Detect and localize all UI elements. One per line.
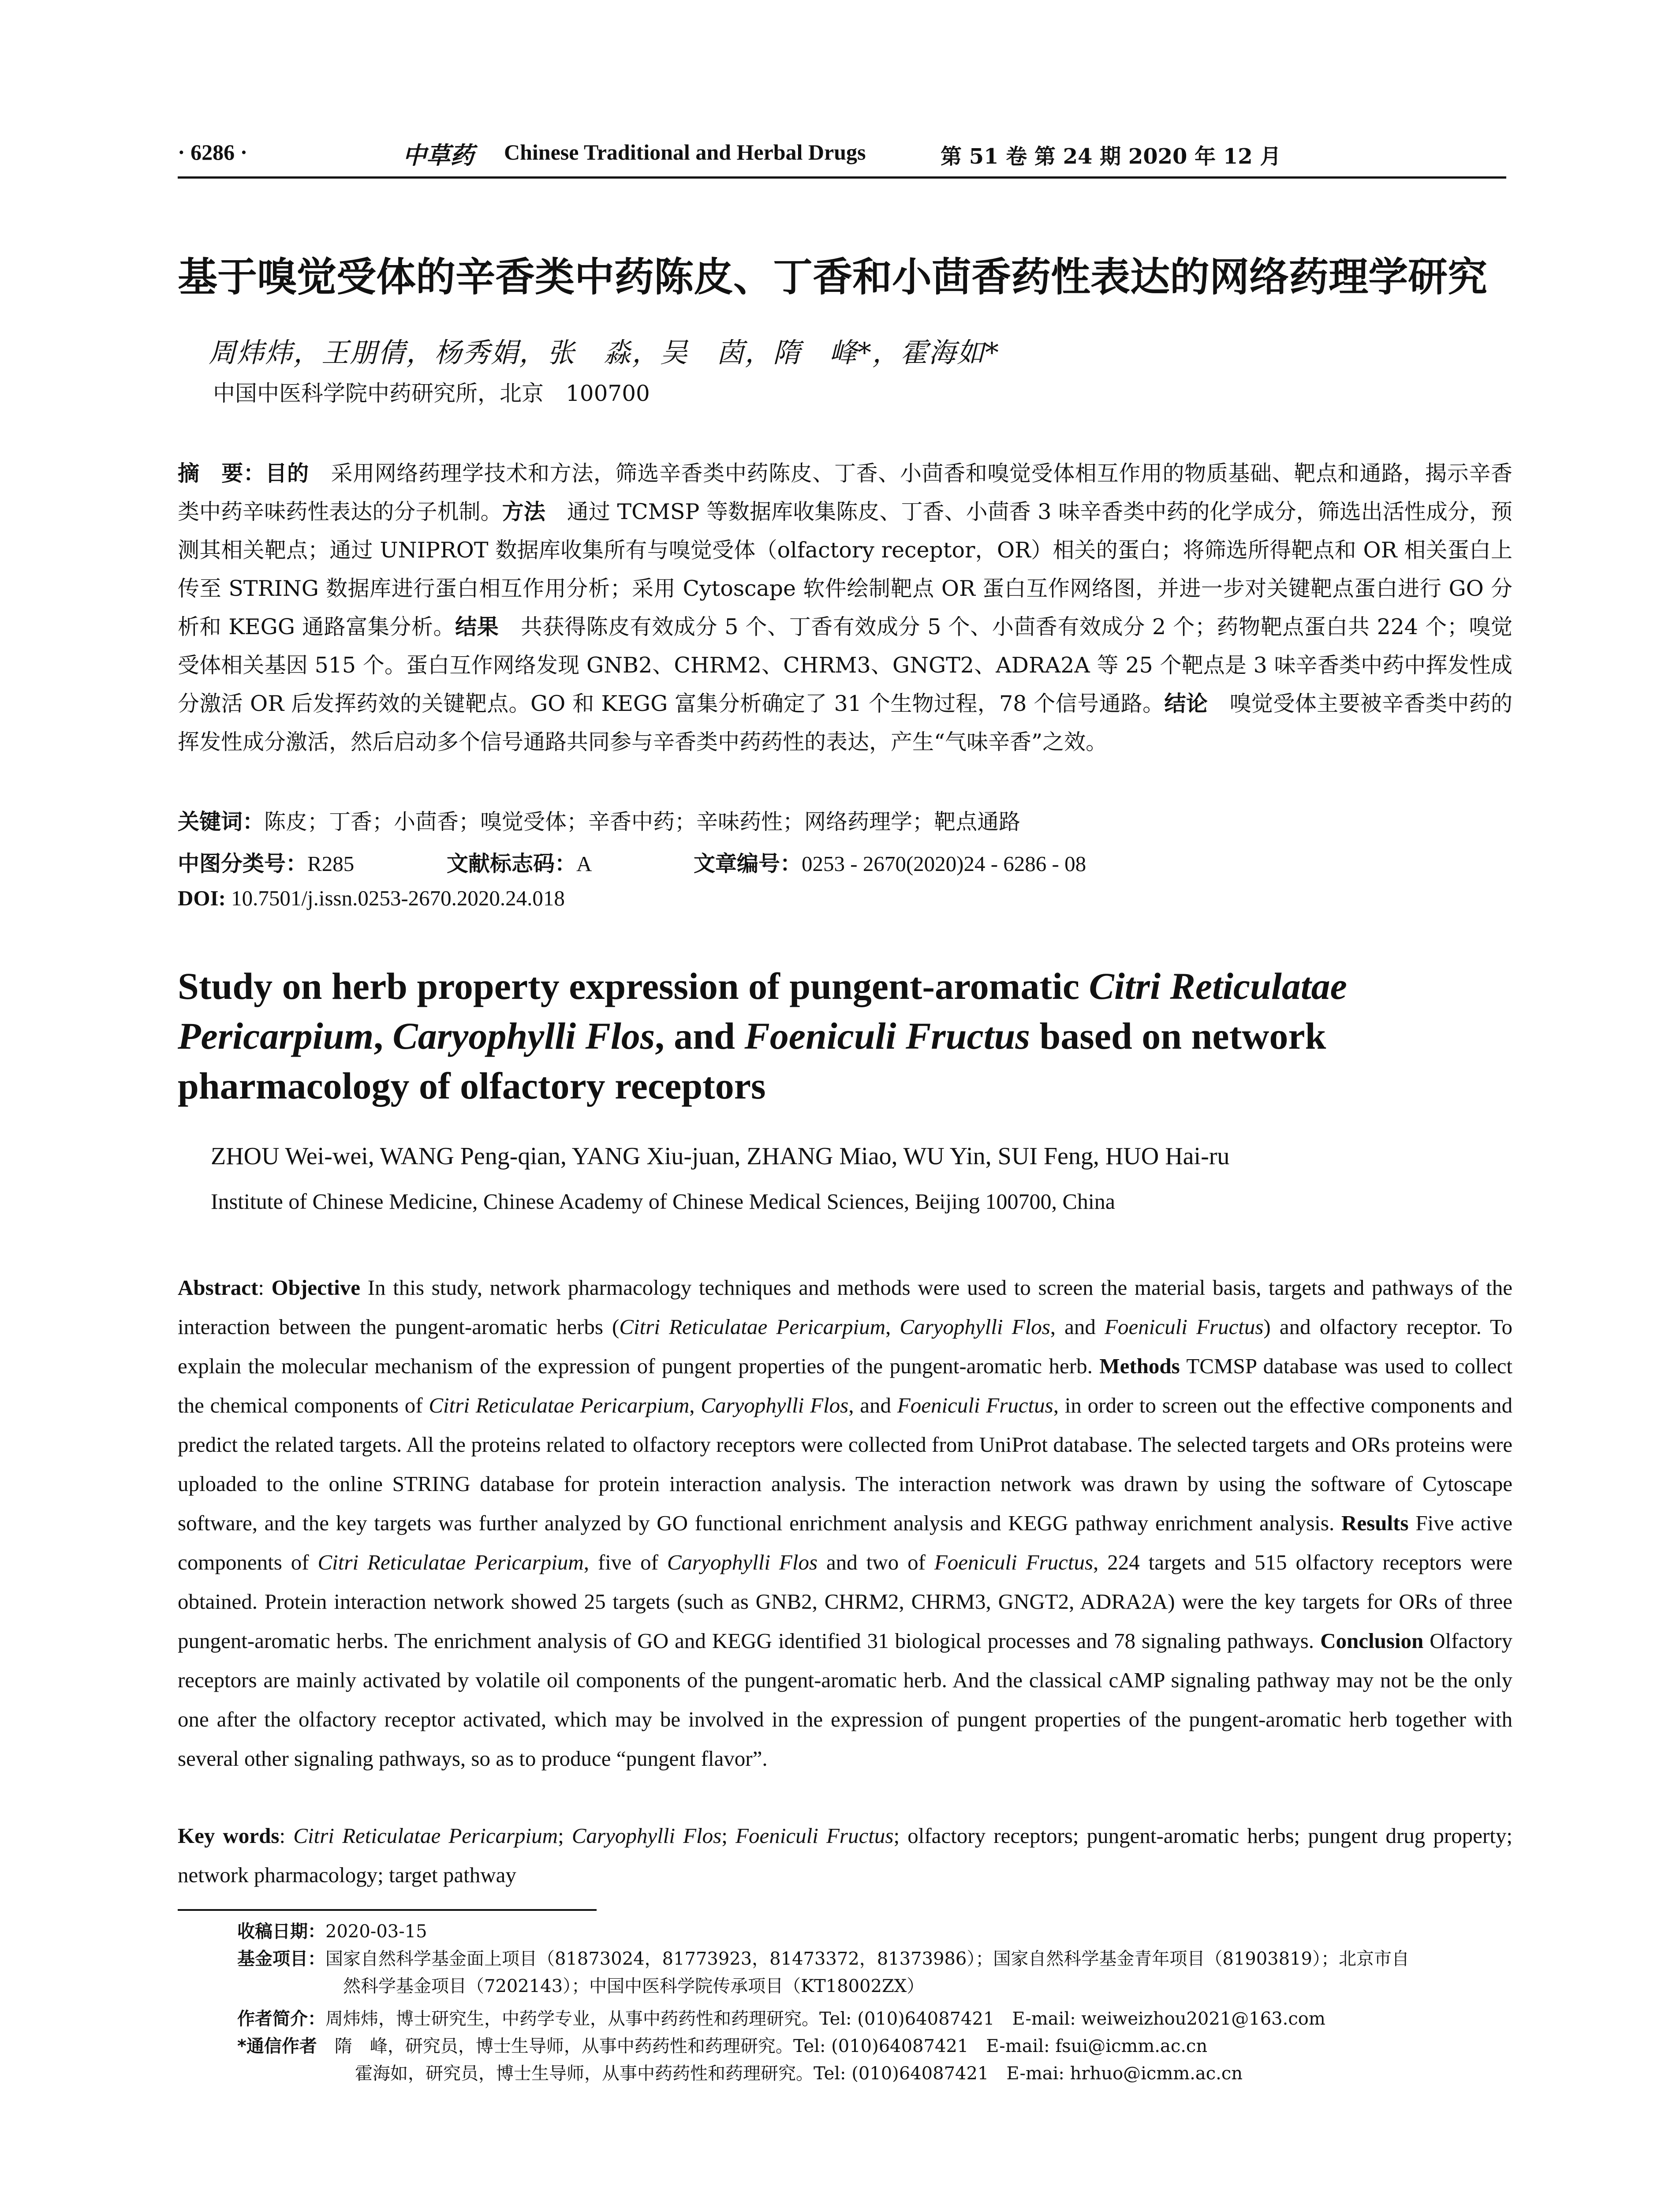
title-en: [178, 961, 1509, 1111]
corr-label: *通信作者: [237, 2036, 317, 2056]
doi-label: DOI:: [178, 886, 226, 910]
herb-name: Foeniculi Fructus: [1105, 1315, 1264, 1339]
abstract-cn-label: 摘 要：: [178, 461, 265, 486]
fund-info: [237, 1946, 1409, 1972]
keyword-herb: Foeniculi Fructus: [735, 1824, 894, 1848]
title-en-herb-1: Citri Reticulatae Pericarpium: [178, 965, 1347, 1057]
received-label: 收稿日期：: [237, 1921, 325, 1942]
conclusion-label-en: Conclusion: [1320, 1629, 1424, 1653]
methods-text-cn: 通过 TCMSP 等数据库收集陈皮、丁香、小茴香 3 味辛香类中药的化学成分，筛选出活性成分，预测其相关靶点；通过 UNIPROT 数据库收集所有与嗅觉受体（olfactory receptor，OR）相关的蛋白；将筛选所得靶点和 OR 相关蛋白上传至 STRING 数据库进行蛋白相互作用分析；采用 Cytoscape 软件绘制靶点 OR 蛋白互作网络图，并进一步对关键靶点蛋白进行 GO 分析和 KEGG 通路富集分析。: [178, 499, 1512, 639]
received-value: 2020-03-15: [325, 1921, 427, 1942]
methods-text-en: TCMSP database was used to collect the chemical components of: [178, 1354, 1513, 1417]
objective-text-en: , and: [1050, 1315, 1105, 1339]
abstract-en-label: Abstract: [178, 1275, 258, 1300]
keywords-cn: [178, 805, 1512, 836]
authors-cn: 周炜炜，王朋倩，杨秀娟，张 淼，吴 茵，隋 峰*，霍海如*: [209, 336, 1000, 369]
herb-name: Citri Reticulatae Pericarpium: [317, 1550, 584, 1574]
running-header: [178, 139, 1506, 179]
objective-text-en: ,: [885, 1315, 900, 1339]
article-no-value: 0253 - 2670(2020)24 - 6286 - 08: [802, 852, 1086, 876]
clc-number: [178, 847, 354, 878]
title-en-herb-2: Caryophylli Flos: [392, 1015, 655, 1057]
affiliation-en: Institute of Chinese Medicine, Chinese Academy of Chinese Medical Sciences, Beijing 100700, China: [211, 1189, 1115, 1214]
keywords-en-text: olfactory receptors; pungent-aromatic herbs; pungent drug property; network pharmacology; target pathway: [178, 1824, 1512, 1887]
abstract-cn: [178, 454, 1512, 761]
title-en-herb-3: Foeniculi Fructus: [744, 1015, 1030, 1057]
results-text-en: and two of: [818, 1550, 934, 1574]
fund-info-cont: 然科学基金项目（7202143）；中国中医科学院传承项目（KT18002ZX）: [343, 1976, 925, 1996]
received-date: [237, 1918, 427, 1945]
methods-label-cn: 方法: [502, 499, 545, 524]
results-text-en: , 224 targets and 515 olfactory receptors were obtained. Protein interaction network showed 25 targets (such as GNB2, CHRM2, CHRM3, GNGT2, ADRA2A) were the key targets for ORs of three pungent-aromatic herbs. The enrichment analysis of GO and KEGG identified 31 biological processes and 78 signaling pathways.: [178, 1550, 1512, 1653]
issue-info: 第 51 卷 第 24 期 2020 年 12 月: [941, 144, 1281, 169]
methods-text-en: , in order to screen out the effective components and predict the related targets. All the proteins related to olfactory receptors were collected from UniProt database. The selected targets and ORs proteins were uploaded to the online STRING database for protein interaction analysis. The interaction network was drawn by using the software of Cytoscape software, and the key targets was further analyzed by GO functional enrichment analysis and KEGG pathway enrichment analysis.: [178, 1393, 1513, 1535]
herb-name: Foeniculi Fructus: [934, 1550, 1094, 1574]
objective-label-cn: 目的: [265, 461, 309, 486]
doc-code-value: A: [576, 852, 592, 876]
bio-text: 周炜炜，博士研究生，中药学专业，从事中药药性和药理研究。Tel: (010)64087421 E-mail: weiweizhou2021@163.com: [325, 2009, 1325, 2029]
keywords-cn-label: 关键词：: [178, 809, 265, 834]
affiliation-cn: 中国中医科学院中药研究所，北京 100700: [213, 381, 650, 406]
article-no-label: 文章编号：: [694, 851, 802, 876]
document-code: [447, 847, 592, 878]
clc-label: 中图分类号：: [178, 851, 308, 876]
results-text-cn: 共获得陈皮有效成分 5 个、丁香有效成分 5 个、小茴香有效成分 2 个；药物靶点蛋白共 224 个；嗅觉受体相关基因 515 个。蛋白互作网络发现 GNB2、CHRM2、CHRM3、GNGT2、ADRA2A 等 25 个靶点是 3 味辛香类中药中挥发性成分激活 OR 后发挥药效的关键靶点。GO 和 KEGG 富集分析确定了 31 个生物过程，78 个信号通路。: [178, 614, 1512, 716]
keywords-en: Key words: Citri Reticulatae Pericarpium; Caryophylli Flos; Foeniculi Fructus; olfactory receptors; pungent-aromatic herbs; pungent drug property; network pharmacology; target pathway: [178, 1824, 1512, 1887]
methods-text-en: , and: [848, 1393, 897, 1417]
title-en-part: ,: [373, 1015, 393, 1057]
herb-name: Caryophylli Flos: [667, 1550, 818, 1574]
journal-name-cn: 中草药: [403, 141, 474, 169]
keywords-cn-text: 陈皮；丁香；小茴香；嗅觉受体；辛香中药；辛味药性；网络药理学；靶点通路: [264, 809, 1021, 834]
footnote-rule: [178, 1909, 597, 1911]
title-en-part: , and: [655, 1015, 745, 1057]
results-text-en: , five of: [583, 1550, 667, 1574]
conclusion-label-cn: 结论: [1164, 691, 1208, 716]
classification-row: [178, 847, 1512, 878]
fund-label: 基金项目：: [237, 1949, 325, 1969]
objective-text-en: ) and olfactory receptor. To explain the molecular mechanism of the expression of pungent properties of the pungent-aromatic herb.: [178, 1315, 1513, 1378]
author-bio: [237, 2006, 1325, 2032]
clc-value: R285: [307, 852, 355, 876]
doi-value: 10.7501/j.issn.0253-2670.2020.24.018: [231, 886, 565, 910]
herb-name: Caryophylli Flos: [900, 1315, 1050, 1339]
doi: [178, 886, 565, 911]
herb-name: Citri Reticulatae Pericarpium: [619, 1315, 886, 1339]
fund-text: 国家自然科学基金面上项目（81873024，81773923，81473372，81373986）；国家自然科学基金青年项目（81903819）；北京市自: [325, 1949, 1409, 1969]
objective-text-en: In this study, network pharmacology techniques and methods were used to screen the material basis, targets and pathways of the interaction between the pungent-aromatic herbs (: [178, 1275, 1513, 1339]
herb-name: Citri Reticulatae Pericarpium: [429, 1393, 690, 1417]
bio-label: 作者简介：: [237, 2009, 325, 2029]
results-text-en: Five active components of: [178, 1511, 1513, 1574]
header-rule: [178, 176, 1506, 179]
title-en-part: Study on herb property expression of pungent-aromatic: [178, 965, 1089, 1007]
conclusion-text-en: Olfactory receptors are mainly activated by volatile oil components of the pungent-aromatic herb. And the classical cAMP signaling pathway may not be the only one after the olfactory receptor activated, which may be involved in the expression of pungent properties of the pungent-aromatic herb together with several other signaling pathways, so as to produce “pungent flavor”.: [178, 1629, 1512, 1771]
abstract-en: Abstract: Objective In this study, network pharmacology techniques and methods were used to screen the material basis, targets and pathways of the interaction between the pungent-aromatic herbs (Citri Reticulatae Pericarpium, Caryophylli Flos, and Foeniculi Fructus) and olfactory receptor. To explain the molecular mechanism of the expression of pungent properties of the pungent-aromatic herb. Methods TCMSP database was used to collect the chemical components of Citri Reticulatae Pericarpium, Caryophylli Flos, and Foeniculi Fructus, in order to screen out the effective components and predict the related targets. All the proteins related to olfactory receptors were collected from UniProt database. The selected targets and ORs proteins were uploaded to the online STRING database for protein interaction analysis. The interaction network was drawn by using the software of Cytoscape software, and the key targets was further analyzed by GO functional enrichment analysis and KEGG pathway enrichment analysis. Results Five active components of Citri Reticulatae Pericarpium, five of Caryophylli Flos and two of Foeniculi Fructus, 224 targets and 515 olfactory receptors were obtained. Protein interaction network showed 25 targets (such as GNB2, CHRM2, CHRM3, GNGT2, ADRA2A) were the key targets for ORs of three pungent-aromatic herbs. The enrichment analysis of GO and KEGG identified 31 biological processes and 78 signaling pathways. Conclusion Olfactory receptors are mainly activated by volatile oil components of the pungent-aromatic herb. And the classical cAMP signaling pathway may not be the only one after the olfactory receptor activated, which may be involved in the expression of pungent properties of the pungent-aromatic herb together with several other signaling pathways, so as to produce “pungent flavor”.: [178, 1275, 1513, 1771]
corresponding-author-2: 霍海如，研究员，博士生导师，从事中药药性和药理研究。Tel: (010)64087421 E-mai: hrhuo@icmm.ac.cn: [355, 2063, 1243, 2084]
results-label-en: Results: [1341, 1511, 1409, 1535]
conclusion-text-cn: 嗅觉受体主要被辛香类中药的挥发性成分激活，然后启动多个信号通路共同参与辛香类中药药性的表达，产生“气味辛香”之效。: [178, 691, 1512, 755]
keyword-herb: Caryophylli Flos: [571, 1824, 722, 1848]
objective-text-cn: 采用网络药理学技术和方法，筛选辛香类中药陈皮、丁香、小茴香和嗅觉受体相互作用的物质基础、靶点和通路，揭示辛香类中药辛味药性表达的分子机制。: [178, 461, 1512, 524]
herb-name: Foeniculi Fructus: [897, 1393, 1053, 1417]
herb-name: Caryophylli Flos: [701, 1393, 849, 1417]
methods-label-en: Methods: [1099, 1354, 1180, 1378]
keywords-en-label: Key words: [178, 1824, 280, 1848]
doc-code-label: 文献标志码：: [447, 851, 577, 876]
results-label-cn: 结果: [455, 614, 499, 639]
title-cn: 基于嗅觉受体的辛香类中药陈皮、丁香和小茴香药性表达的网络药理学研究: [178, 254, 1487, 300]
objective-label-en: Objective: [271, 1275, 361, 1300]
methods-text-en: ,: [689, 1393, 701, 1417]
journal-name-en: Chinese Traditional and Herbal Drugs: [504, 140, 866, 164]
authors-en: ZHOU Wei-wei, WANG Peng-qian, YANG Xiu-juan, ZHANG Miao, WU Yin, SUI Feng, HUO Hai-ru: [211, 1143, 1230, 1170]
article-number: [694, 847, 1086, 878]
title-en-part: based on network pharmacology of olfactory receptors: [178, 1015, 1326, 1107]
corresponding-author: [237, 2033, 1207, 2059]
corr-text-1: 隋 峰，研究员，博士生导师，从事中药药性和药理研究。Tel: (010)64087421 E-mail: fsui@icmm.ac.cn: [334, 2036, 1208, 2056]
keyword-herb: Citri Reticulatae Pericarpium: [293, 1824, 558, 1848]
page-number: · 6286 ·: [178, 140, 248, 164]
